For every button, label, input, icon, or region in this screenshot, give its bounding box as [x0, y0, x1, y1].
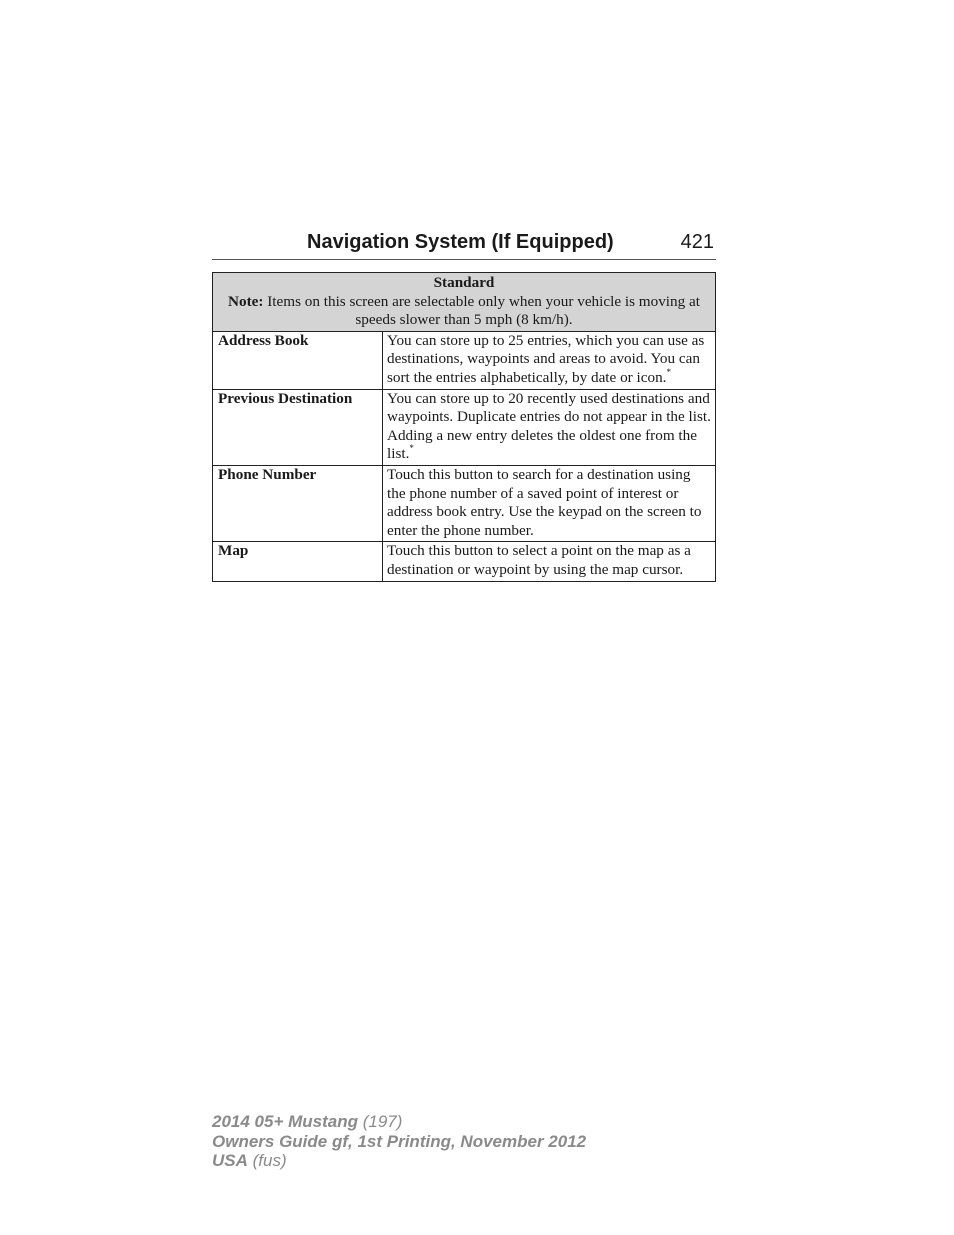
- note-text: Items on this screen are selectable only when your vehicle is moving at speeds slower than 5 mph (8 km/h).: [263, 292, 700, 329]
- row-description-text: You can store up to 25 entries, which you can use as destinations, waypoints and areas to avoid. You can sort the entries alphabetically, by date or icon.: [387, 331, 705, 386]
- table-row: [213, 331, 716, 389]
- table-heading: Standard: [433, 274, 495, 291]
- section-title: Navigation System (If Equipped): [307, 231, 614, 253]
- row-description-text: You can store up to 20 recently used destinations and waypoints. Duplicate entries do not appear in the list. Adding a new entry deletes the oldest one from the list.: [387, 389, 711, 463]
- table-header-row: [213, 273, 716, 332]
- page-header: [212, 228, 716, 260]
- row-description: [383, 331, 716, 389]
- row-description-text: Touch this button to search for a destination using the phone number of a saved point of interest or address book entry. Use the keypad on the screen to enter the phone number.: [387, 465, 702, 539]
- row-description: [383, 542, 716, 581]
- footer-model: 2014 05+ Mustang: [212, 1112, 358, 1131]
- note-label: Note:: [228, 292, 264, 310]
- row-label: Phone Number: [213, 465, 383, 541]
- footnote-mark: *: [666, 366, 671, 377]
- footer-line-model: [212, 1112, 586, 1132]
- table-row: [213, 465, 716, 541]
- page-footer: [212, 1112, 586, 1171]
- footer-line-guide: Owners Guide gf, 1st Printing, November 2012: [212, 1131, 587, 1151]
- row-label: Address Book: [213, 331, 383, 389]
- footer-market: USA: [212, 1151, 248, 1170]
- row-label: [213, 389, 383, 465]
- row-label: Map: [213, 542, 383, 581]
- footer-market-code: (fus): [247, 1151, 287, 1170]
- row-description: [383, 389, 716, 465]
- page-number: 421: [680, 231, 714, 253]
- row-description-text: Touch this button to select a point on the map as a destination or waypoint by using the map cursor.: [387, 542, 691, 578]
- footnote-mark: *: [409, 443, 414, 454]
- table-row: [213, 389, 716, 465]
- footer-line-market: [212, 1151, 586, 1171]
- table-note: [221, 293, 707, 330]
- row-description: [383, 465, 716, 541]
- table-row: [213, 542, 716, 581]
- row-label-text: Previous Destination: [218, 389, 353, 407]
- footer-model-code: (197): [358, 1112, 403, 1131]
- navigation-options-table: [212, 272, 716, 582]
- table-header-cell: [213, 273, 716, 332]
